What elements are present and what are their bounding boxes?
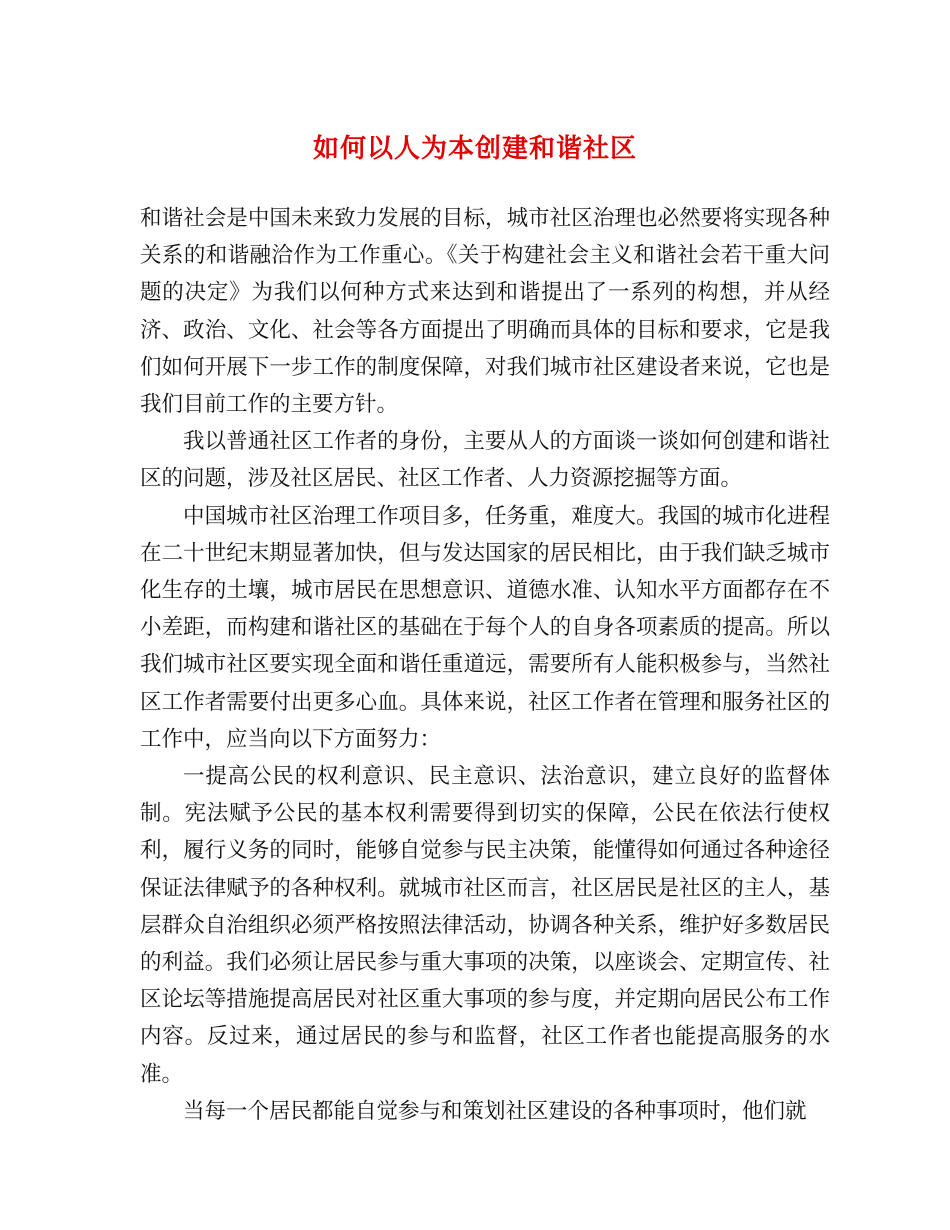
- paragraph: 中国城市社区治理工作项目多，任务重，难度大。我国的城市化进程在二十世纪末期显著加快，但与发达国家的居民相比，由于我们缺乏城市化生存的土壤，城市居民在思想意识、道德水准、认知水平方面都存在不小差距，而构建和谐社区的基础在于每个人的自身各项素质的提高。所以我们城市社区要实现全面和谐任重道远，需要所有人能积极参与，当然社区工作者需要付出更多心血。具体来说，社区工作者在管理和服务社区的工作中，应当向以下方面努力：: [140, 503, 830, 752]
- paragraph: 一提高公民的权利意识、民主意识、法治意识，建立良好的监督体制。宪法赋予公民的基本权利需要得到切实的保障，公民在依法行使权利，履行义务的同时，能够自觉参与民主决策，能懂得如何通过各种途径保证法律赋予的各种权利。就城市社区而言，社区居民是社区的主人，基层群众自治组织必须严格按照法律活动，协调各种关系，维护好多数居民的利益。我们必须让居民参与重大事项的决策，以座谈会、定期宣传、社区论坛等措施提高居民对社区重大事项的参与度，并定期向居民公布工作内容。反过来，通过居民的参与和监督，社区工作者也能提高服务的水准。: [140, 764, 830, 1087]
- paragraph: 当每一个居民都能自觉参与和策划社区建设的各种事项时，他们就: [183, 1098, 807, 1124]
- paragraph: 和谐社会是中国未来致力发展的目标，城市社区治理也必然要将实现各种关系的和谐融洽作为工作重心。《关于构建社会主义和谐社会若干重大问题的决定》为我们以何种方式来达到和谐提出了一系列的构想，并从经济、政治、文化、社会等各方面提出了明确而具体的目标和要求，它是我们如何开展下一步工作的制度保障，对我们城市社区建设者来说，它也是我们目前工作的主要方针。: [140, 206, 830, 418]
- paragraph: 我以普通社区工作者的身份，主要从人的方面谈一谈如何创建和谐社区的问题，涉及社区居民、社区工作者、人力资源挖掘等方面。: [140, 429, 830, 492]
- document-title: 如何以人为本创建和谐社区: [312, 134, 637, 164]
- document-body: [140, 200, 830, 1130]
